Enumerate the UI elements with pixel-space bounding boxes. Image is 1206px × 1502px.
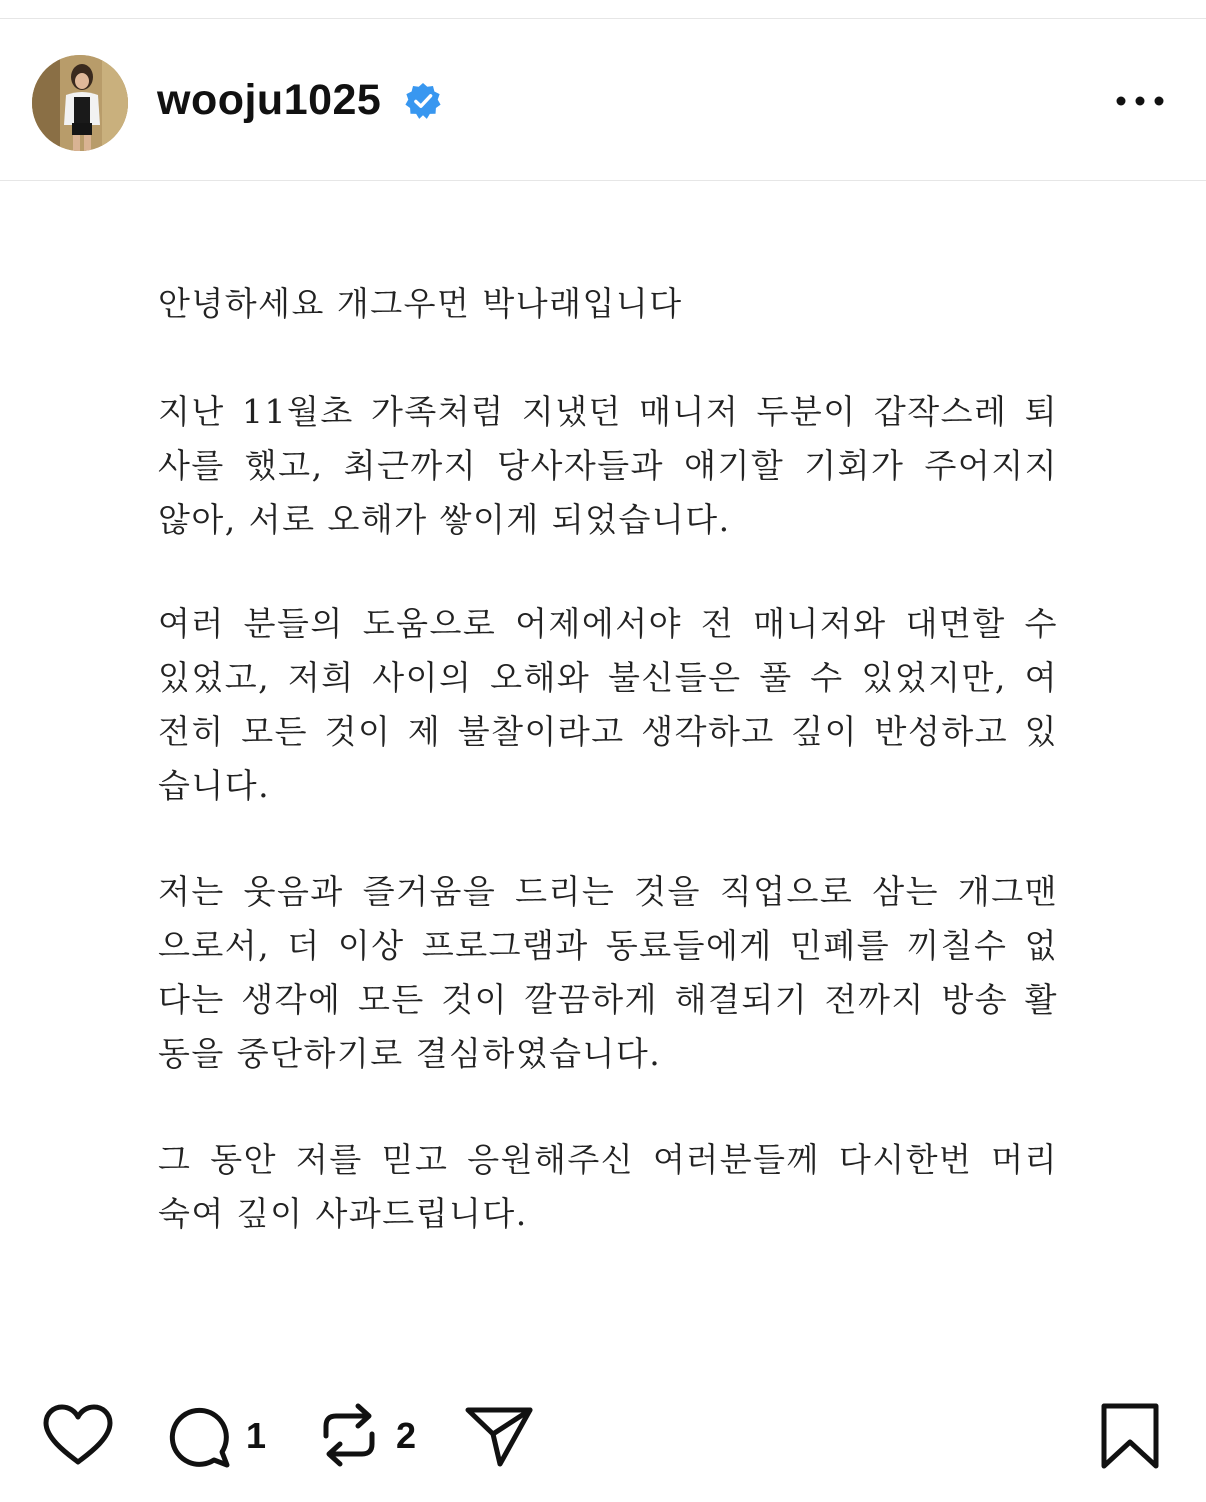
heart-icon[interactable] (42, 1404, 114, 1468)
text-line: 저는 웃음과 즐거움을 드리는 것을 직업으로 삼는 개그맨 (158, 872, 1058, 911)
username[interactable]: wooju1025 (157, 76, 382, 124)
avatar[interactable] (32, 55, 128, 151)
post-header (0, 19, 1206, 181)
bookmark-icon[interactable] (1100, 1402, 1160, 1472)
paragraph-meeting (158, 597, 1058, 813)
comment-count: 1 (246, 1415, 267, 1456)
text-line: 지난 11월초 가족처럼 지냈던 매니저 두분이 갑작스레 퇴 (158, 392, 1058, 431)
text-line: 여러 분들의 도움으로 어제에서야 전 매니저와 대면할 수 (158, 604, 1058, 643)
paragraph-hiatus (158, 865, 1058, 1081)
post-image (0, 181, 1206, 1371)
verified-badge-icon (404, 82, 442, 120)
more-dots-icon[interactable] (1112, 81, 1168, 121)
repost-icon[interactable] (314, 1400, 384, 1470)
profile-photo-icon (32, 55, 128, 151)
paragraph-apology (158, 1133, 1058, 1241)
text-line: 숙여 깊이 사과드립니다. (158, 1194, 528, 1233)
text-line: 동을 중단하기로 결심하였습니다. (158, 1034, 662, 1073)
action-bar (0, 1390, 1206, 1490)
paragraph-resignation (158, 385, 1058, 547)
text-line: 전히 모든 것이 제 불찰이라고 생각하고 깊이 반성하고 있 (158, 712, 1058, 751)
text-line: 으로서, 더 이상 프로그램과 동료들에게 민폐를 끼칠수 없 (158, 926, 1058, 965)
text-line: 있었고, 저희 사이의 오해와 불신들은 풀 수 있었지만, 여 (158, 658, 1058, 697)
repost-count: 2 (396, 1415, 417, 1456)
text-line: 사를 했고, 최근까지 당사자들과 얘기할 기회가 주어지지 (158, 446, 1058, 485)
text-line: 다는 생각에 모든 것이 깔끔하게 해결되기 전까지 방송 활 (158, 980, 1058, 1019)
comment-icon[interactable] (164, 1402, 234, 1472)
send-icon[interactable] (464, 1404, 534, 1470)
text-line: 습니다. (158, 766, 271, 805)
paragraph-greeting (158, 277, 1058, 331)
text-line: 그 동안 저를 믿고 응원해주신 여러분들께 다시한번 머리 (158, 1140, 1058, 1179)
text-line: 않아, 서로 오해가 쌓이게 되었습니다. (158, 500, 731, 539)
text-line: 안녕하세요 개그우먼 박나래입니다 (158, 284, 683, 323)
